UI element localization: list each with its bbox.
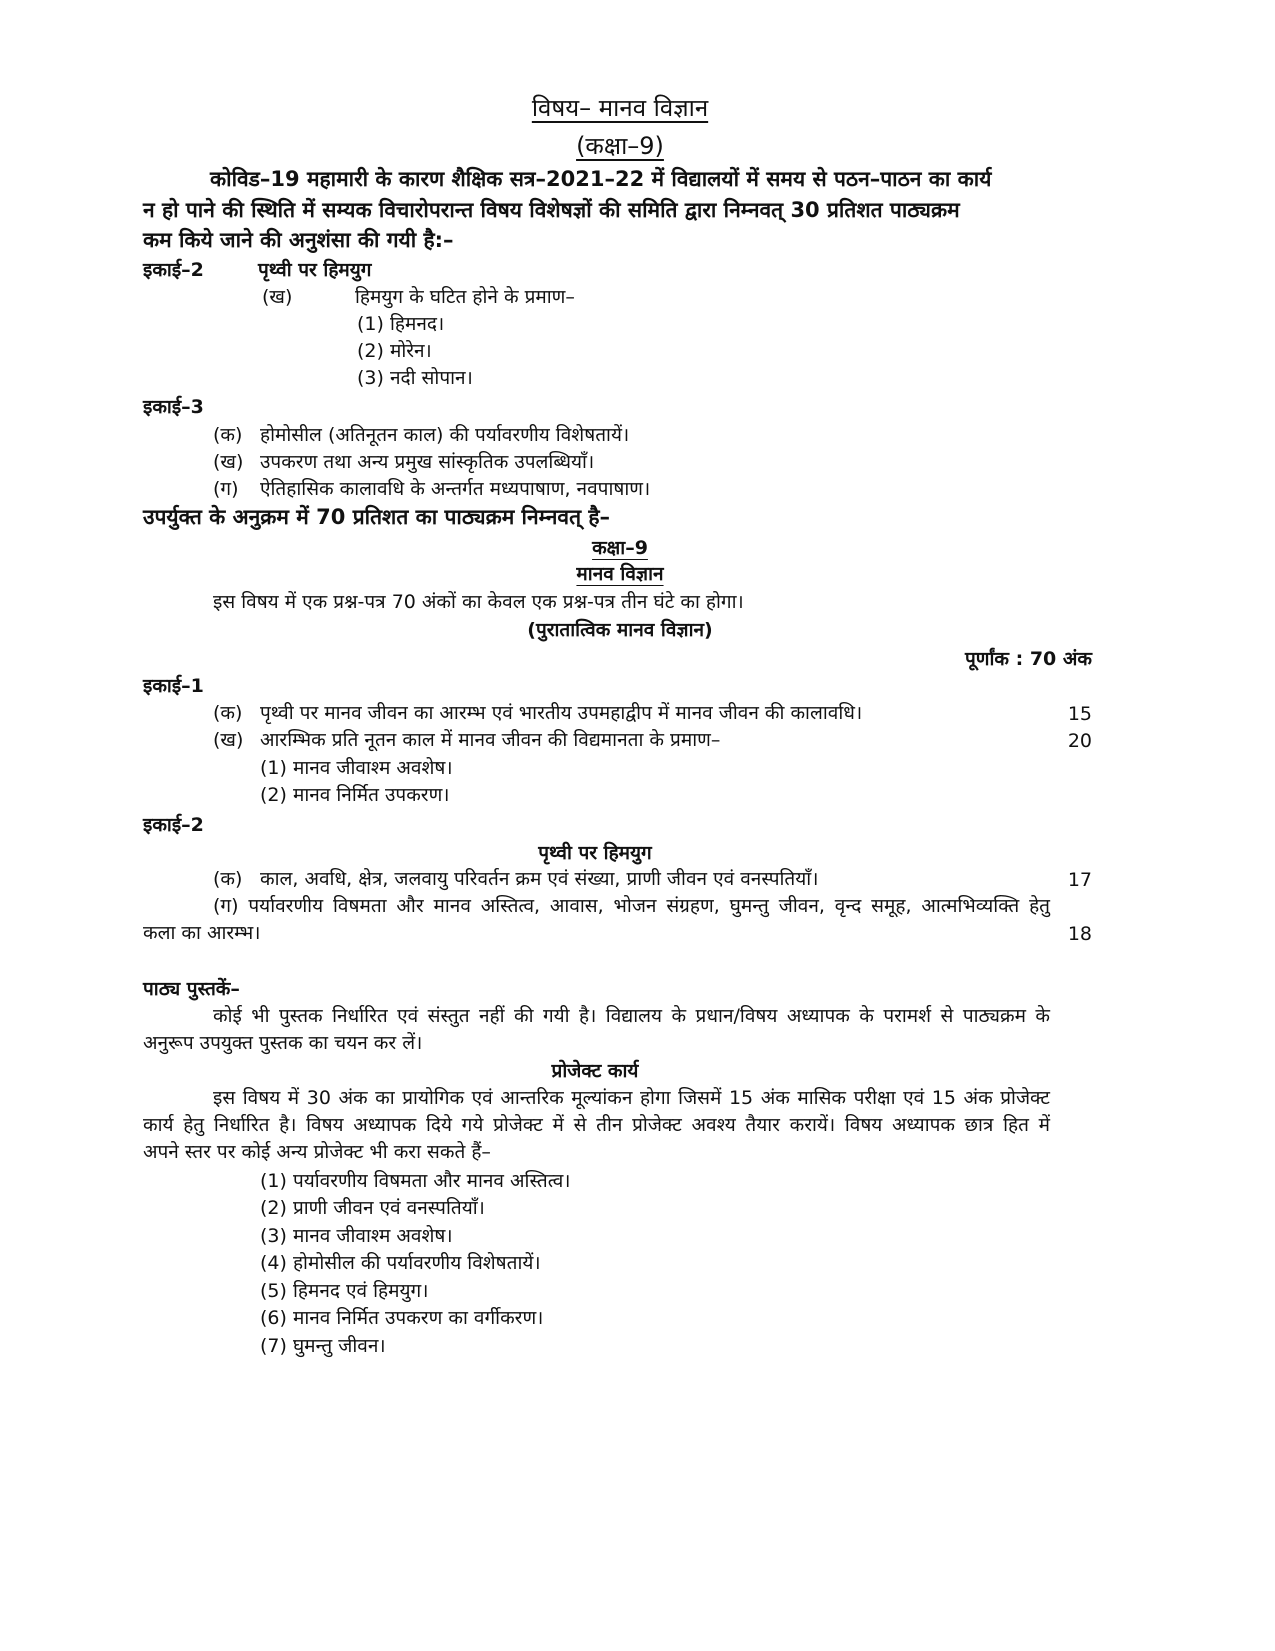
books-line-2: अनुरूप उपयुक्त पुस्तक का चयन कर लें। bbox=[143, 1032, 423, 1054]
syllabus-subject: मानव विज्ञान bbox=[576, 563, 664, 585]
unit1-text: आरम्भिक प्रति नूतन काल में मानव जीवन की विद्यमानता के प्रमाण– bbox=[260, 729, 721, 751]
reduced-unit2-marker: (ख) bbox=[262, 286, 293, 308]
project-item: (3) मानव जीवाश्म अवशेष। bbox=[260, 1225, 453, 1247]
unit1-marks: 15 bbox=[1067, 703, 1092, 725]
class-label: (कक्षा–9) bbox=[576, 132, 664, 160]
unit2-marks: 17 bbox=[1067, 869, 1092, 891]
project-item: (4) होमोसील की पर्यावरणीय विशेषतायें। bbox=[260, 1252, 541, 1274]
reduced-unit2-item: (1) हिमनद। bbox=[357, 313, 445, 335]
intro-line-2: न हो पाने की स्थिति में सम्यक विचारोपरान्त विषय विशेषज्ञों की समिति द्वारा निम्नवत् 30 प्रतिशत पाठ्यक्रम bbox=[143, 198, 960, 222]
project-item: (6) मानव निर्मित उपकरण का वर्गीकरण। bbox=[260, 1307, 544, 1329]
intro-line-3: कम किये जाने की अनुशंसा की गयी है:– bbox=[143, 228, 454, 252]
project-item: (7) घुमन्तु जीवन। bbox=[260, 1335, 386, 1357]
unit2-title: पृथ्वी पर हिमयुग bbox=[538, 842, 652, 864]
reduced-unit2-text: हिमयुग के घटित होने के प्रमाण– bbox=[355, 286, 575, 308]
reduced-unit3-marker: (ग) bbox=[213, 478, 239, 500]
unit1-marker: (क) bbox=[213, 702, 243, 724]
reduced-unit2-label: इकाई–2 bbox=[143, 259, 204, 281]
unit2-ga-marks: 18 bbox=[1067, 923, 1092, 945]
books-heading: पाठ्य पुस्तकें– bbox=[143, 978, 240, 1000]
unit2-ga-line-1: (ग) पर्यावरणीय विषमता और मानव अस्तित्व, आवास, भोजन संग्रहण, घुमन्तु जीवन, वृन्द समूह, आत्मभिव्यक्ति हेतु bbox=[213, 895, 1050, 917]
project-line-1: इस विषय में 30 अंक का प्रायोगिक एवं आन्तरिक मूल्यांकन होगा जिसमें 15 अंक मासिक परीक्षा एवं 15 अंक प्रोजेक्ट bbox=[213, 1087, 1050, 1109]
reduced-unit3-text: ऐतिहासिक कालावधि के अन्तर्गत मध्यपाषाण, नवपाषाण। bbox=[260, 478, 651, 500]
unit1-sub-item: (2) मानव निर्मित उपकरण। bbox=[260, 784, 450, 806]
syllabus-heading: उपर्युक्त के अनुक्रम में 70 प्रतिशत का पाठ्यक्रम निम्नवत् है– bbox=[143, 505, 610, 529]
syllabus-class: कक्षा–9 bbox=[592, 537, 648, 559]
reduced-unit2-item: (3) नदी सोपान। bbox=[357, 367, 473, 389]
books-line-1: कोई भी पुस्तक निर्धारित एवं संस्तुत नहीं की गयी है। विद्यालय के प्रधान/विषय अध्यापक के परामर्श से पाठ्यक्रम के bbox=[213, 1005, 1050, 1027]
page-title: विषय– मानव विज्ञान bbox=[531, 94, 709, 122]
unit2-text: काल, अवधि, क्षेत्र, जलवायु परिवर्तन क्रम एवं संख्या, प्राणी जीवन एवं वनस्पतियाँ। bbox=[260, 868, 819, 890]
unit1-label: इकाई–1 bbox=[143, 675, 204, 697]
reduced-unit2-title: पृथ्वी पर हिमयुग bbox=[258, 259, 372, 281]
project-item: (2) प्राणी जीवन एवं वनस्पतियाँ। bbox=[260, 1197, 485, 1219]
project-line-2: कार्य हेतु निर्धारित है। विषय अध्यापक दिये गये प्रोजेक्ट में से तीन प्रोजेक्ट अवश्य तैयार करायें। विषय अध्यापक छात्र हित में bbox=[143, 1114, 1050, 1136]
project-item: (1) पर्यावरणीय विषमता और मानव अस्तित्व। bbox=[260, 1170, 571, 1192]
reduced-unit3-marker: (ख) bbox=[213, 451, 244, 473]
project-item: (5) हिमनद एवं हिमयुग। bbox=[260, 1280, 429, 1302]
syllabus-section: (पुरातात्विक मानव विज्ञान) bbox=[527, 619, 713, 641]
reduced-unit3-text: उपकरण तथा अन्य प्रमुख सांस्कृतिक उपलब्धियाँ। bbox=[260, 451, 595, 473]
unit1-marks: 20 bbox=[1067, 730, 1092, 752]
paper-info: इस विषय में एक प्रश्न-पत्र 70 अंकों का केवल एक प्रश्न-पत्र तीन घंटे का होगा। bbox=[213, 591, 744, 613]
full-marks: पूर्णांक : 70 अंक bbox=[964, 648, 1092, 670]
unit1-text: पृथ्वी पर मानव जीवन का आरम्भ एवं भारतीय उपमहाद्वीप में मानव जीवन की कालावधि। bbox=[260, 702, 863, 724]
unit1-sub-item: (1) मानव जीवाश्म अवशेष। bbox=[260, 757, 453, 779]
reduced-unit2-item: (2) मोरेन। bbox=[357, 340, 432, 362]
project-heading: प्रोजेक्ट कार्य bbox=[551, 1060, 639, 1082]
unit2-ga-line-2: कला का आरम्भ। bbox=[143, 922, 261, 944]
reduced-unit3-label: इकाई–3 bbox=[143, 396, 204, 418]
reduced-unit3-marker: (क) bbox=[213, 424, 243, 446]
reduced-unit3-text: होमोसील (अतिनूतन काल) की पर्यावरणीय विशेषतायें। bbox=[260, 424, 630, 446]
project-line-3: अपने स्तर पर कोई अन्य प्रोजेक्ट भी करा सकते हैं– bbox=[143, 1141, 491, 1163]
unit2-marker: (क) bbox=[213, 868, 243, 890]
unit1-marker: (ख) bbox=[213, 729, 244, 751]
intro-line-1: कोविड–19 महामारी के कारण शैक्षिक सत्र–2021–22 में विद्यालयों में समय से पठन–पाठन का कार्य bbox=[210, 167, 992, 191]
unit2-label: इकाई–2 bbox=[143, 814, 204, 836]
